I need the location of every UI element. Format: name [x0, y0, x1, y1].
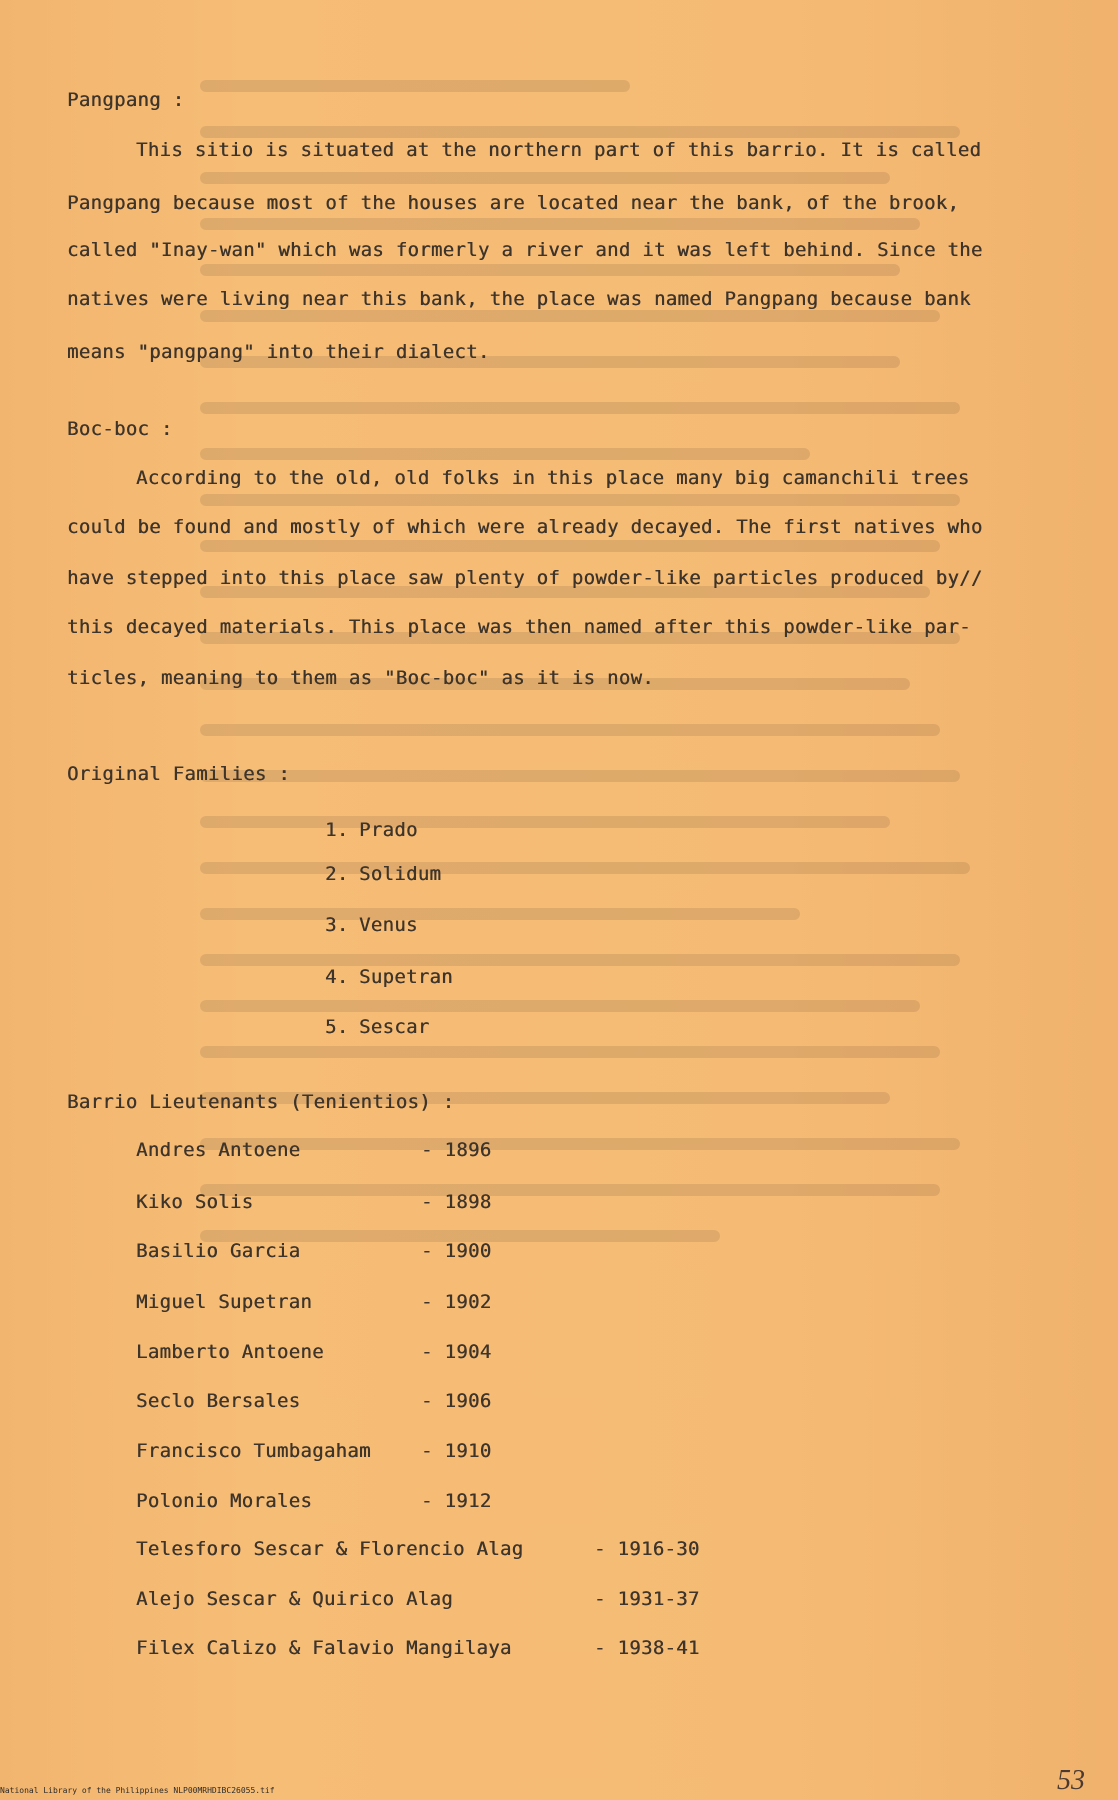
lieutenant-name: Seclo Bersales — [136, 1390, 301, 1412]
family-number: 3. — [325, 914, 349, 936]
bocboc-line-2: could be found and mostly of which were already decayed. The first natives who — [67, 516, 983, 538]
lieutenant-name: Telesforo Sescar & Florencio Alag — [136, 1538, 524, 1560]
lieutenant-name: Alejo Sescar & Quirico Alag — [136, 1588, 453, 1610]
lieutenant-row — [136, 1293, 491, 1312]
lieutenant-year: - 1938-41 — [594, 1637, 700, 1659]
scan-source-label: National Library of the Philippines NLP00MRHDIBC26055.tif — [0, 1786, 275, 1795]
lieutenant-year: - 1904 — [421, 1341, 492, 1363]
lieutenant-row — [136, 1492, 491, 1511]
lieutenant-row — [136, 1639, 700, 1658]
lieutenant-year: - 1931-37 — [594, 1588, 700, 1610]
lieutenant-row — [136, 1343, 491, 1362]
lieutenant-row — [136, 1442, 491, 1461]
lieutenant-name: Filex Calizo & Falavio Mangilaya — [136, 1637, 512, 1659]
lieutenants-heading: Barrio Lieutenants (Tenientios) : — [67, 1091, 455, 1113]
lieutenant-row — [136, 1193, 491, 1212]
family-item — [325, 1018, 429, 1037]
family-number: 4. — [325, 966, 349, 988]
pangpang-line-1: This sitio is situated at the northern part of this barrio. It is called — [136, 139, 982, 161]
lieutenant-year: - 1896 — [421, 1139, 492, 1161]
family-name: Solidum — [359, 863, 442, 885]
lieutenant-year: - 1912 — [421, 1490, 492, 1512]
family-name: Venus — [359, 914, 418, 936]
lieutenant-year: - 1916-30 — [594, 1538, 700, 1560]
family-number: 1. — [325, 819, 349, 841]
lieutenant-row — [136, 1242, 491, 1261]
bocboc-line-5: ticles, meaning to them as "Boc-boc" as it is now. — [67, 667, 654, 689]
lieutenant-name: Basilio Garcia — [136, 1240, 301, 1262]
bocboc-line-1: According to the old, old folks in this place many big camanchili trees — [136, 467, 970, 489]
lieutenant-name: Polonio Morales — [136, 1490, 313, 1512]
pangpang-heading: Pangpang : — [67, 89, 185, 111]
family-name: Prado — [359, 819, 418, 841]
lieutenant-year: - 1898 — [421, 1191, 492, 1213]
pangpang-line-3: called "Inay-wan" which was formerly a river and it was left behind. Since the — [67, 239, 983, 261]
page-number: 53 — [1057, 1765, 1085, 1796]
lieutenant-row — [136, 1590, 700, 1609]
lieutenant-name: Andres Antoene — [136, 1139, 301, 1161]
lieutenant-row — [136, 1392, 491, 1411]
pangpang-line-5: means "pangpang" into their dialect. — [67, 341, 490, 363]
lieutenant-name: Lamberto Antoene — [136, 1341, 324, 1363]
family-item — [325, 968, 453, 987]
family-number: 5. — [325, 1016, 349, 1038]
lieutenant-year: - 1900 — [421, 1240, 492, 1262]
lieutenant-name: Kiko Solis — [136, 1191, 254, 1213]
lieutenant-year: - 1902 — [421, 1291, 492, 1313]
family-name: Sescar — [359, 1016, 430, 1038]
family-item — [325, 916, 418, 935]
lieutenant-year: - 1906 — [421, 1390, 492, 1412]
family-item — [325, 865, 441, 884]
pangpang-line-2: Pangpang because most of the houses are located near the bank, of the brook, — [67, 192, 960, 214]
original-families-heading: Original Families : — [67, 763, 291, 785]
lieutenant-year: - 1910 — [421, 1440, 492, 1462]
bocboc-line-3: have stepped into this place saw plenty of powder-like particles produced by// — [67, 567, 983, 589]
lieutenant-row — [136, 1540, 700, 1559]
bocboc-heading: Boc-boc : — [67, 418, 173, 440]
lieutenant-name: Francisco Tumbagaham — [136, 1440, 371, 1462]
family-name: Supetran — [359, 966, 453, 988]
lieutenant-row — [136, 1141, 491, 1160]
bocboc-line-4: this decayed materials. This place was then named after this powder-like par- — [67, 616, 971, 638]
family-number: 2. — [325, 863, 349, 885]
pangpang-line-4: natives were living near this bank, the place was named Pangpang because bank — [67, 288, 971, 310]
lieutenant-name: Miguel Supetran — [136, 1291, 313, 1313]
family-item — [325, 821, 418, 840]
